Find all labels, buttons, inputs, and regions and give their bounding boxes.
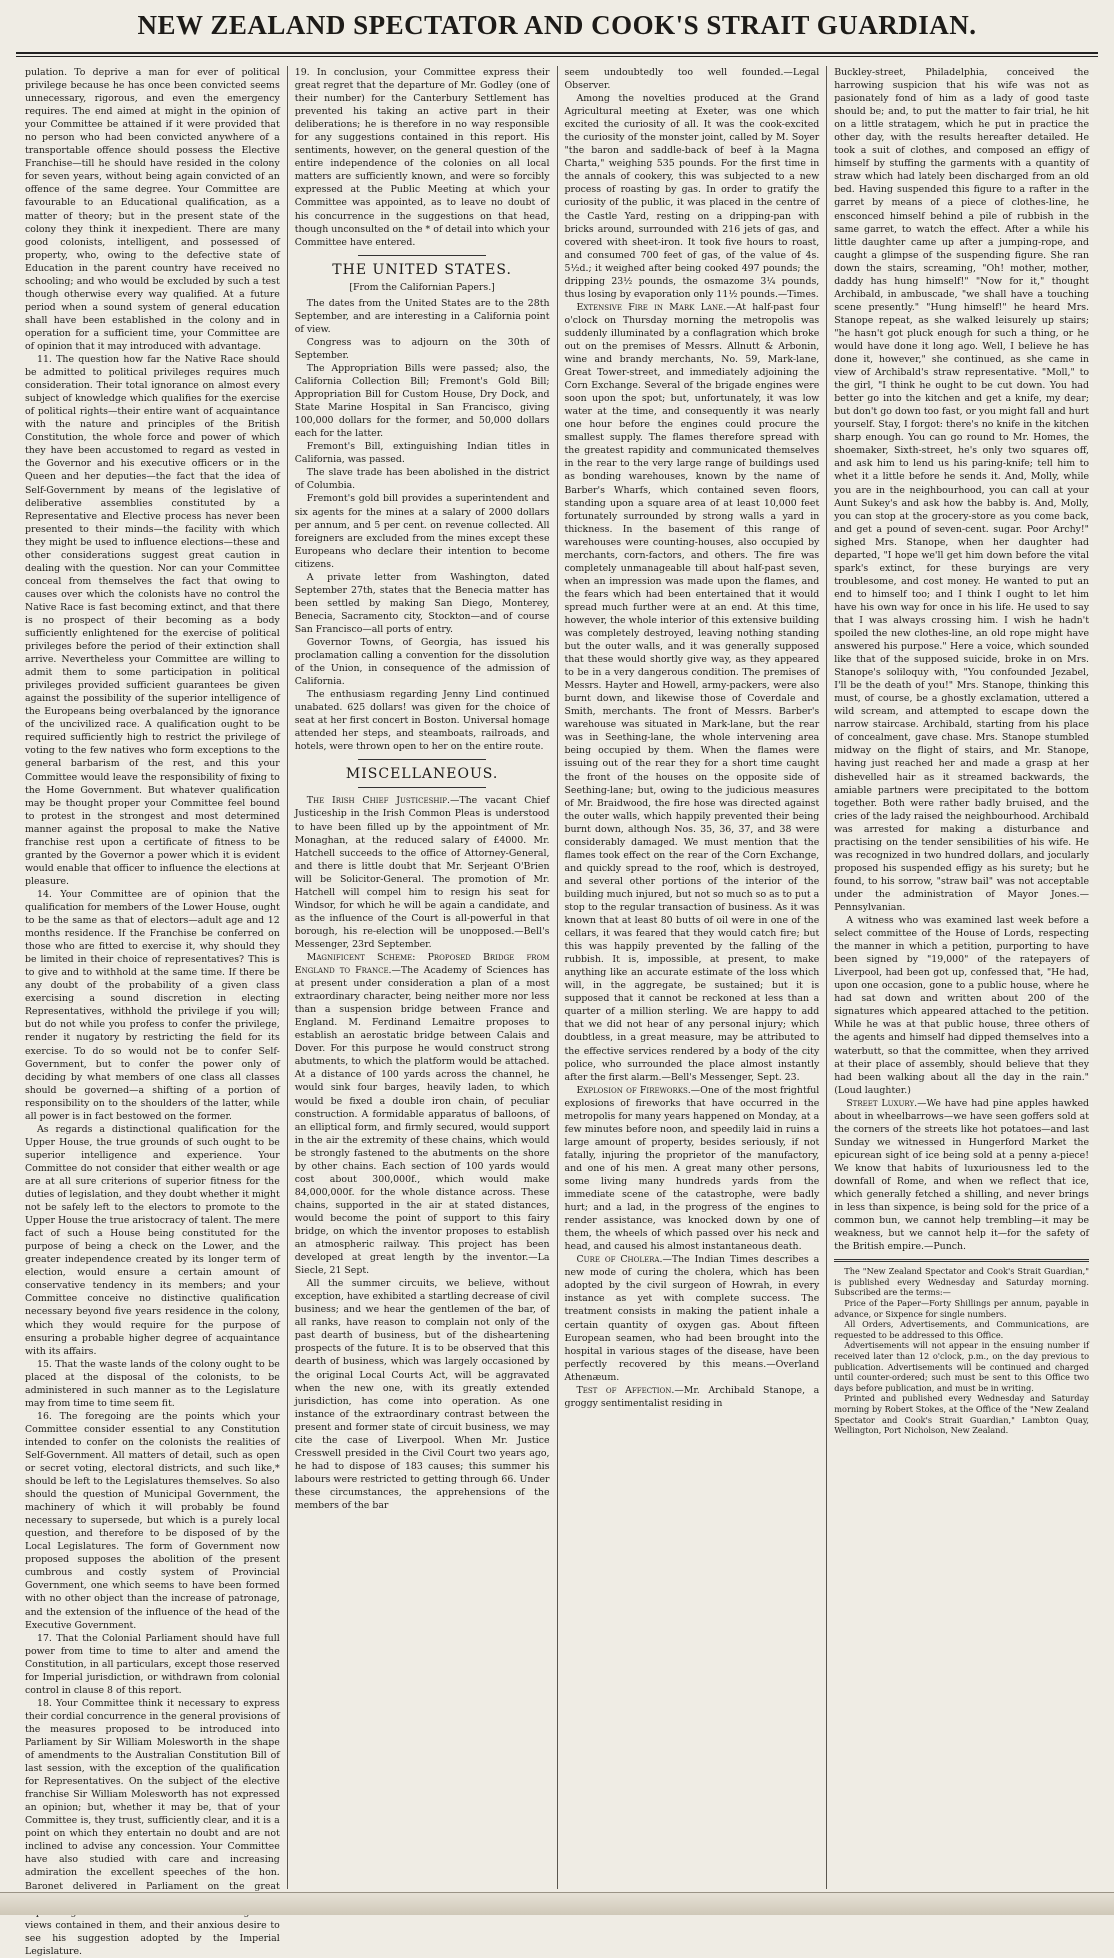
- article-headline: Street Luxury.: [846, 1097, 918, 1109]
- news-item: The enthusiasm regarding Jenny Lind continued unabated. 625 dollars! was given for the choice of seat at her first concert in Boston. Universal homage attended her steps, and steamboats, railroads, and hotels, were thrown open to her on the entire route.: [294, 689, 550, 753]
- article-headline: Cure of Cholera.: [576, 1254, 663, 1266]
- news-item: A private letter from Washington, dated September 27th, states that the Benecia matter has been settled by making San Diego, Monterey, Benecia, Sacramento city, Stockton—and of course San Francisco—all ports of entry.: [294, 571, 550, 635]
- article-headline: Explosion of Fireworks.: [576, 1084, 691, 1096]
- news-item: Buckley-street, Philadelphia, conceived the harrowing suspicion that his wife was not as pasionately fond of him as a lady of good taste should be; and, to put the matter to fair trial, he hit on a little stratagem, which he put in practice the other day, with the results hereafter detailed. He took a suit of clothes, and composed an effigy of himself by stuffing the garments with a quantity of straw which had lately been discharged from an old bed. Having suspended this figure to a rafter in the garret by means of a piece of clothes-line, he ensconced himself behind a pile of rubbish in the same garret, to watch the effect. After a while his little daughter came up after a jumping-rope, and caught a glimpse of the suspending figure. She ran down the stairs, screaming, "Oh! mother, mother, daddy has hung himself!" "Now for it," thought Archibald, in ambuscade, "we shall have a touching scene presently." "Hung himself!" he heard Mrs. Stanope repeat, as she walked leisurely up stairs; "he hasn't got pluck enough for such a thing, or he would have done it long ago. Well, I believe he has done it, however," she continued, as she came in view of Archibald's straw representative. "Moll," to the girl, "I think he ought to be cut down. You had better go into the kitchen and get a knife, my dear; but don't go down too fast, or you might fall and hurt yourself. Stay, I forgot: there's no knife in the kitchen sharp enough. You can go round to Mr. Homes, the shoemaker, Sixth-street, he's only two squares off, and ask him to lend us his paring-knife; tell him to whet it a little before he sends it. And, Molly, while you are in the neighbourhood, you can call at your Aunt Sukey's and ask how the babby is. And, Molly, you can stop at the grocery-store as you come back, and get a pound of seven-cent. sugar. Poor Archy!" sighed Mrs. Stanope, when her daughter had departed, "I hope we'll get him down before the vital spark's extinct, for these buryings are very troublesome, and cost money. He wanted to put an end to himself too; and I think I ought to let him have his own way for once in his life. He used to say that I was always crossing him. I wish he hadn't spoiled the new clothes-line, an old rope might have answered his purpose." Here a voice, which sounded like that of the supposed suicide, broke in on Mrs. Stanope's soliloquy with, "You confounded Jezabel, I'll be the death of you!" Mrs. Stanope, thinking this must, of course, be a ghostly exclamation, uttered a wild scream, and attempted to escape down the narrow staircase. Archibald, starting from his place of concealment, gave chase. Mrs. Stanope stumbled midway on the flight of stairs, and Mr. Stanope, having just reached her and made a grasp at her dishevelled hair as it streamed backwards, the amiable partners were precipitated to the bottom together. Both were rather badly bruised, and the cries of the lady raised the neighbourhood. Archibald was arrested for making a disturbance and practising on the tender sensibilities of his wife. He was recognized in two hundred dollars, and jocularly proposed his suspended effigy as his surety; but he found, to his sorrow, "straw bail" was not acceptable under the administration of Mayor Jones.—Pennsylvanian.: [834, 67, 1089, 913]
- committee-report-paragraph: 16. The foregoing are the points which your Committee consider essential to any Constitution intended to confer on the colonists the realities of Self-Government. All matters of detail, such as open or secret voting, electoral districts, and such like,* should be left to the Legislatures themselves. So also should the question of Municipal Government, the machinery of which it will probably be found necessary to supersede, but which is a purely local question, and therefore to be disposed of by the Local Legislatures. The form of Government now proposed supposes the abolition of the present cumbrous and costly system of Provincial Government, one which seems to have been formed with no other object than the increase of patronage, and the extension of the influence of the head of the Executive Government.: [25, 1410, 280, 1631]
- imprint-line: The "New Zealand Spectator and Cook's Strait Guardian," is published every Wednesday and Saturday morning. Subscribed are the terms:—: [834, 1266, 1089, 1298]
- newspaper-title: NEW ZEALAND SPECTATOR AND COOK'S STRAIT GUARDIAN.: [137, 10, 977, 40]
- article-headline: Magnificent Scheme: Proposed Bridge from England to France.: [294, 952, 550, 977]
- news-item: The Appropriation Bills were passed; also, the California Collection Bill; Fremont's Gold Bill; Appropriation Bill for Custom House, Dry Dock, and State Marine Hospital in San Francisco, giving 100,000 dollars for the former, and 50,000 dollars each for the latter.: [294, 362, 550, 440]
- news-item: All the summer circuits, we believe, without exception, have exhibited a startling decrease of civil business; and we hear the gentlemen of the bar, of all ranks, have reason to complain not only of the past dearth of business, but of the disheartening prospects of the future. It is to be observed that this dearth of business, which was largely occasioned by the original Local Courts Act, will be aggravated when the new one, with its greatly extended jurisdiction, has come into operation. As one instance of the extraordinary contrast between the present and former state of circuit business, we may cite the case of Liverpool. When Mr. Justice Cresswell presided in the Civil Court two years ago, he had to dispose of 183 causes; this summer his labours were restricted to getting through 66. Under these circumstances, the apprehensions of the members of the bar: [294, 1278, 550, 1511]
- section-divider: [358, 255, 485, 256]
- article-text: —One of the most frightful explosions of fireworks that have occurred in the metropolis for many years happened on Monday, at a few minutes before noon, and speedily laid in ruins a large amount of property, besides seriously, if not fatally, injuring the proprietor of the manufactory, and one of his men. A great many other persons, some living many hundreds yards from the immediate scene of the catastrophe, were badly hurt; and a lad, in the progress of the engines to render assistance, was knocked down by one of them, the wheels of which passed over his neck and head, and caused his almost instantaneous death.: [564, 1084, 820, 1253]
- news-item: Among the novelties produced at the Grand Agricultural meeting at Exeter, was one which excited the curiosity of all. It was the cook-excited the curiosity of the monster joint, called by M. Soyer "the baron and saddle-back of beef à la Magna Charta," weighing 535 pounds. For the first time in the annals of cookery, this was subjected to a new process of roasting by gas. In order to gratify the curiosity of the public, it was placed in the centre of the Castle Yard, resting on a dripping-pan with bricks around, surrounded with 216 jets of gas, and covered with sheet-iron. It took five hours to roast, and consumed 700 feet of gas, of the value of 4s. 5½d.; it weighed after being cooked 497 pounds; the dripping 23½ pounds, the osmazome 3¼ pounds, thus losing by evaporation only 11½ pounds.—Times.: [564, 93, 820, 300]
- imprint-line: Printed and published every Wednesday and Saturday morning by Robert Stokes, at the Office of the "New Zealand Spectator and Cook's Strait Guardian," Lambton Quay, Wellington, Port Nicholson, New Zealand.: [834, 1393, 1089, 1436]
- masthead-rule-thin: [16, 56, 1098, 57]
- committee-report-paragraph: pulation. To deprive a man for ever of political privilege because he has once been convicted seems unnecessary, rigorous, and even the emergency requires. The end aimed at might in the opinion of your Committee be attained if it were provided that no person who had been convicted anywhere of a transportable offence should possess the Elective Franchise—till he should have resided in the colony for seven years, without being again convicted of an offence of the same degree. Your Committee are favourable to an Educational qualification, as a matter of theory; but in the present state of the colony they think it inexpedient. There are many good colonists, intelligent, and possessed of property, who, owing to the defective state of Education in the parent country have received no schooling; and who would be excluded by such a test though otherwise every way qualified. At a future period when a sound system of general education shall have been established in the colony and in operation for a sufficient time, your Committee are of opinion that it may introduced with advantage.: [25, 67, 280, 352]
- news-item: Fremont's Bill, extinguishing Indian titles in California, was passed.: [294, 441, 550, 466]
- news-item: [295, 951, 550, 1277]
- news-item: The dates from the United States are to the 28th September, and are interesting in a California point of view.: [294, 297, 550, 335]
- section-heading-united-states: THE UNITED STATES.: [332, 261, 512, 278]
- committee-report-paragraph: As regards a distinctional qualification for the Upper House, the true grounds of such ought to be superior intelligence and experience. Your Committee do not consider that either wealth or age are at all sure criterions of superior fitness for the duties of legislation, and they doubt whether it might not be safely left to the electors to promote to the Upper House the true aristocracy of talent. The mere fact of such a House being constituted for the purpose of being a check on the Lower, and the greater independence created by its longer term of election, would ensure a certain amount of conservative tendency in its members; and your Committee conceive no distinctive qualification necessary beyond five years residence in the colony, which they would require for the purpose of ensuring a probable higher degree of acquaintance with its affairs.: [25, 1123, 280, 1357]
- news-item: [565, 1084, 820, 1254]
- news-item: seem undoubtedly too well founded.—Legal Observer.: [564, 67, 820, 92]
- committee-report-paragraph: 15. That the waste lands of the colony ought to be placed at the disposal of the colonists, to be administered in such manner as to the Legislature may from time to time seem fit.: [25, 1358, 280, 1409]
- section-divider: [358, 759, 485, 760]
- article-headline: Extensive Fire in Mark Lane.: [576, 301, 727, 313]
- column-3: [557, 66, 827, 1889]
- news-item: A witness who was examined last week before a select committee of the House of Lords, respecting the manner in which a petition, purporting to have been signed by "19,000" of the ratepayers of Liverpool, had been got up, confessed that, "He had, upon one occasion, gone to a public house, where he had sat down and written about 200 of the signatures which appeared attached to the petition. While he was at that public house, three others of the agents and himself had dipped themselves into a waterbutt, so that the committee, when they arrived at their place of assembly, should believe that they had been walking about all the day in the rain." (Loud laughter.): [834, 915, 1089, 1096]
- masthead: [20, 6, 1094, 52]
- united-states-articles: [295, 297, 550, 754]
- imprint-line: All Orders, Advertisements, and Communications, are requested to be addressed to this Office.: [834, 1319, 1089, 1340]
- committee-report-paragraph: 14. Your Committee are of opinion that the qualification for members of the Lower House, ought to be the same as that of electors—adult age and 12 months residence. If the Franchise be conferred on those who are fitted to exercise it, why should they be limited in their choice of representatives? This is to give and to withhold at the same time. If there be any doubt of the probability of a given class exercising a sound discretion in electing Representatives, withhold the privilege if you will; but do not while you profess to confer the privilege, render it nugatory by restricting the field for its exercise. To do so would not be to confer Self-Government, but to confer the power only of deciding by what members of one class all classes should be governed—a shifting of a portion of responsibility on to the shoulders of the latter, while all power is in fact bestowed on the former.: [25, 888, 280, 1122]
- imprint-line: Advertisements will not appear in the ensuing number if received later than 12 o'clock, p.m., on the day previous to publication. Advertisements will be continued and charged until counter-ordered; such must be sent to this Office two days before publication, and must be in writing.: [834, 1340, 1089, 1393]
- news-item: [834, 1097, 1089, 1254]
- article-text: —At half-past four o'clock on Thursday morning the metropolis was suddenly illuminated by a conflagration which broke out on the premises of Messrs. Allnutt & Arbonin, wine and brandy merchants, No. 59, Mark-lane, Great Tower-street, and immediately adjoining the Corn Exchange. Several of the brigade engines were soon upon the spot; but, unfortunately, it was low water at the time, and consequently it was nearly one hour before the engines could procure the smallest supply. The flames therefore spread with the greatest rapidity and communicated themselves in the rear to the very large range of buildings used as bonding warehouses, known by the name of Barber's Wharfs, which contained seven floors, standing upon a square area of at least 10,000 feet fortunately surrounded by strong walls a yard in thickness. In the basement of this range of warehouses were counting-houses, also occupied by merchants, corn-factors, and others. The fire was completely unmanageable till about half-past seven, when an impression was made upon the flames, and the fears which had been entertained that it would spread much further were at an end. At this time, however, the whole interior of this extensive building was completely destroyed, leaving nothing standing but the outer walls, and it was generally supposed that these would shortly give way, as they appeared to be in a very dangerous condition. The premises of Messrs. Hayter and Howell, army-packers, were also burnt down, and likewise those of Coverdale and Smith, merchants. The front of Messrs. Barber's warehouse was situated in Mark-lane, but the rear was in Seething-lane, the whole intervening area being occupied by them. When the flames were issuing out of the rear they for a short time caught the front of the houses on the opposite side of Seething-lane; but, owing to the judicious measures of Mr. Braidwood, the fire hose was directed against the outer walls, which happily prevented their being burnt down, although Nos. 35, 36, 37, and 38 were considerably damaged. We must mention that the flames took effect on the rear of the Corn Exchange, and quickly spread to the roof, which is destroyed, and several other portions of the interior of the building much injured, but not so much so as to put a stop to the regular transaction of business. As it was known that at least 80 butts of oil were in one of the cellars, it was feared that they would catch fire; but this was happily prevented by the falling of the rubbish. It is, impossible, at present, to make anything like an accurate estimate of the loss which will, in the aggregate, be sustained; but it is supposed that it cannot be reckoned at less than a quarter of a million sterling. We are happy to add that we did not hear of any personal injury; which doubtless, in a great measure, may be attributed to the effective services rendered by a body of the city police, who surrounded the place almost instantly after the first alarm.—Bell's Messenger, Sept. 23.: [564, 301, 820, 1083]
- masthead-rule: [16, 52, 1098, 54]
- news-item: [295, 794, 550, 951]
- miscellaneous-articles: [295, 794, 550, 1512]
- imprint-line: Price of the Paper—Forty Shillings per annum, payable in advance, or Sixpence for single numbers.: [834, 1298, 1089, 1319]
- article-text: —The Academy of Sciences has at present under consideration a plan of a most extraordinary character, being neither more nor less than a suspension bridge between France and England. M. Ferdinand Lemaitre proposes to establish an aerostatic bridge between Calais and Dover. For this purpose he would construct strong abutments, to which the platform would be attached. At a distance of 100 yards across the channel, he would sink four barges, heavily laden, to which would be fixed a double iron chain, of peculiar construction. A formidable apparatus of balloons, of an elliptical form, and firmly secured, would support in the air the extremity of these chains, which would be strongly fastened to the abutments on the shore by other chains. Each section of 100 yards would cost about 300,000f., which would make 84,000,000f. for the whole distance across. These chains, supported in the air at stated distances, would become the point of support to this fairy bridge, on which the inventor proposes to establish an atmospheric railway. This project has been developed at great length by the inventor.—La Siecle, 21 Sept.: [294, 965, 550, 1277]
- article-text: —We have had pine apples hawked about in wheelbarrows—we have seen goffers sold at the corners of the streets like hot potatoes—and last Sunday we witnessed in Hungerford Market the epicurean sight of ice being sold at a penny a-piece! We know that habits of luxuriousness led to the downfall of Rome, and when we reflect that ice, which generally fetched a shilling, and never brings in less than sixpence, is being sold for the price of a common bun, we cannot help trembling—it may be weakness, but we cannot help it—for the safety of the British empire.—Punch.: [834, 1097, 1089, 1253]
- committee-report-paragraph: 17. That the Colonial Parliament should have full power from time to time to alter and amend the Constitution, in all particulars, except those reserved for Imperial jurisdiction, or withdrawn from colonial control in clause 8 of this report.: [25, 1632, 280, 1696]
- section-heading-miscellaneous: MISCELLANEOUS.: [345, 766, 499, 783]
- article-headline: The Irish Chief Justiceship.: [306, 795, 450, 807]
- publisher-imprint: [834, 1259, 1089, 1436]
- news-item: Congress was to adjourn on the 30th of September.: [294, 336, 550, 361]
- page-bottom-edge: [0, 1892, 1114, 1915]
- column-2: [287, 66, 557, 1889]
- committee-report-paragraph: 18. Your Committee think it necessary to express their cordial concurrence in the general provisions of the measures proposed to be introduced into Parliament by Sir William Molesworth in the shape of amendments to the Australian Constitution Bill of last session, with the exception of the qualification for Representatives. On the subject of the elective franchise Sir William Molesworth has not expressed an opinion; but, whether it may be, that of your Committee is, they trust, sufficiently clear, and it is a point on which they entertain no doubt and are not inclined to advise any concession. Your Committee have also studied with care and increasing admiration the excellent speeches of the hon. Baronet delivered in Parliament on the great views contained in them, and their anxious desire to see his suggestion adopted by the Imperial Legislature.: [25, 1697, 280, 1957]
- news-item: The slave trade has been abolished in the district of Columbia.: [294, 467, 550, 492]
- news-item: Governor Towns, of Georgia, has issued his proclamation calling a convention for the dissolution of the Union, in consequence of the admission of California.: [294, 636, 550, 688]
- news-item: [565, 1384, 820, 1410]
- column-4: [826, 66, 1096, 1889]
- section-source: [From the Californian Papers.]: [349, 281, 495, 293]
- news-item: Fremont's gold bill provides a superintendent and six agents for the mines at a salary of 2000 dollars per annum, and 5 per cent. on revenue collected. All foreigners are excluded from the mines except these Europeans who declare their intention to become citizens.: [294, 493, 550, 570]
- news-item: [565, 301, 820, 1084]
- section-divider: [358, 787, 485, 788]
- column-4-articles: [834, 66, 1089, 1253]
- news-item: [565, 1253, 820, 1383]
- article-headline: Test of Affection.: [576, 1384, 675, 1396]
- article-text: —Mr. Archibald Stanope, a groggy sentimentalist residing in: [564, 1384, 820, 1409]
- committee-conclusion: 19. In conclusion, your Committee express their great regret that the departure of Mr. Godley (one of their number) for the Canterbury Settlement has prevented his taking an active part in their deliberations; he is therefore in no way responsible for any suggestions contained in this report. His sentiments, however, on the general question of the entire independence of the colonies on all local matters are sufficiently known, and were so forcibly expressed at the Public Meeting at which your Committee was appointed, as to leave no doubt of his concurrence in the suggestions on that head, though unconsulted on the * of detail into which your Committee have entered.: [294, 67, 550, 248]
- article-columns: [18, 66, 1096, 1957]
- article-text: —The vacant Chief Justiceship in the Irish Common Pleas is understood to have been filled up by the appointment of Mr. Monaghan, at the reduced salary of £4000. Mr. Hatchell succeeds to the office of Attorney-General, and there is little doubt that Mr. Serjeant O'Brien will be Solicitor-General. The promotion of Mr. Hatchell will compel him to resign his seat for Windsor, for which he will be again a candidate, and as the influence of the Court is all-powerful in that borough, his re-election will be unopposed.—Bell's Messenger, 23rd September.: [294, 795, 550, 950]
- column-1: [18, 66, 287, 1957]
- article-text: —The Indian Times describes a new mode of curing the cholera, which has been adopted by the civil surgeon of Howrah, in every instance as yet with complete success. The treatment consists in making the patient inhale a certain quantity of oxygen gas. About fifteen European seamen, who had been brought into the hospital in various stages of the disease, have been perfectly recovered by this means.—Overland Athenæum.: [564, 1254, 820, 1383]
- committee-report-paragraph: 11. The question how far the Native Race should be admitted to political privileges requires much consideration. Their total ignorance on almost every subject of knowledge which qualifies for the exercise of political rights—their entire want of acquaintance with the nature and principles of the British Constitution, the whole force and power of which they have been accustomed to regard as vested in the Governor and his executive officers or in the Queen and her deputies—the fact that the idea of Self-Government by means of the legislative of deliberative assemblies constituted by a Representative and Elective process has never been presented to their minds—the facility with which they might be used to influence elections—these and other considerations suggest great caution in dealing with the question. Nor can your Committee conceal from themselves the fact that owing to causes over which the colonists have no control the Native Race is fast becoming extinct, and that there is no prospect of their becoming as a body sufficiently enlightened for the exercise of political privileges before the period of their extinction shall arrive. Nevertheless your Committee are willing to admit them to some participation in political privileges provided sufficient guarantees be given against the possibility of the superior intelligence of the Europeans being overbalanced by the ignorance of the uncivilized race. A qualification ought to be required sufficiently high to restrict the privilege of voting to the few natives who form exceptions to the general barbarism of the rest, and this your Committee would leave the responsibility of fixing to the Home Government. But whatever qualification may be thought proper your Committee feel bound to protest in the strongest and most determined manner against the proposal to make the Native franchise rest upon a certificate of fitness to be granted by the Governor a power which it is evident would enable that officer to influence the elections at pleasure.: [25, 354, 280, 887]
